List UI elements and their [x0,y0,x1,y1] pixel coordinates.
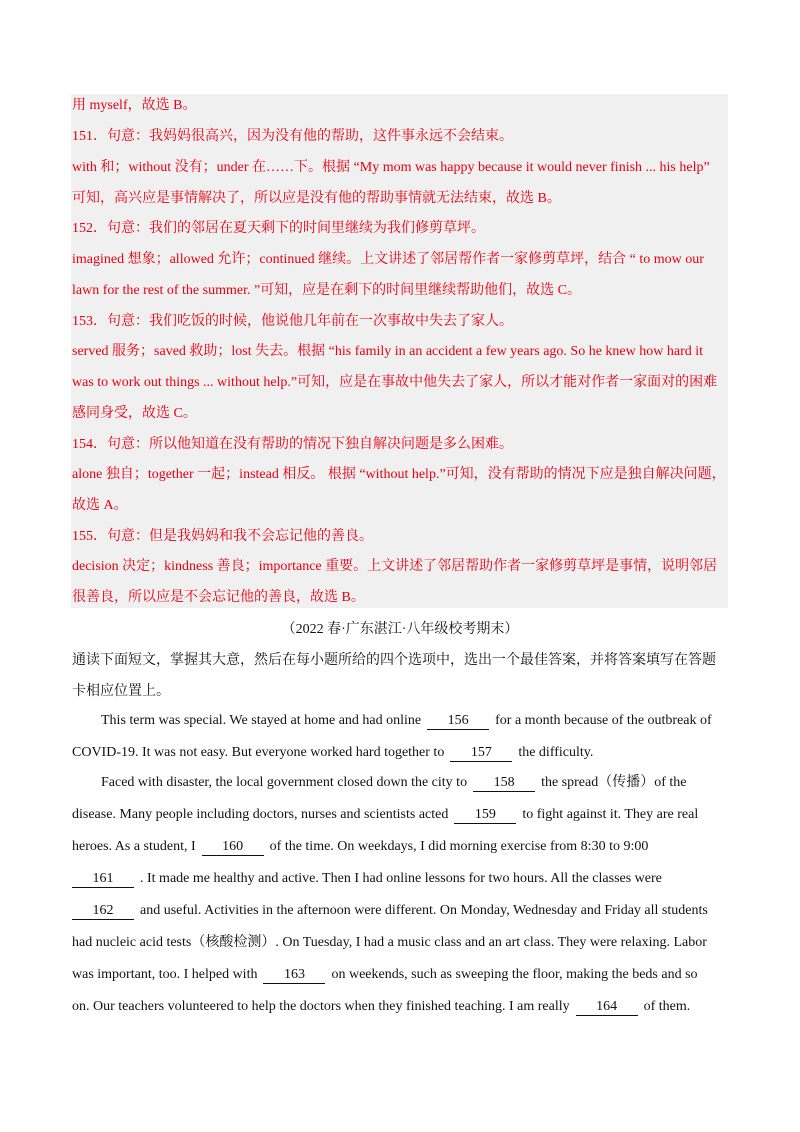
instructions-line: 通读下面短文，掌握其大意，然后在每小题所给的四个选项中，选出一个最佳答案，并将答案填写在答题 [72,653,716,668]
answer-line: 154．句意：所以他知道在没有帮助的情况下独自解决问题是多么困难。 [72,437,513,452]
blank-161: 161 [72,871,134,888]
passage-text: disease. Many people including doctors, nurses and scientists acted [72,807,449,822]
passage-line [72,837,648,857]
passage-line: had nucleic acid tests（核酸检测）. On Tuesday, I had a music class and an art class. They were relaxing. Labor [72,935,707,950]
passage-text: and useful. Activities in the afternoon were different. On Monday, Wednesday and Friday all students [140,903,708,918]
instructions-line: 卡相应位置上。 [72,684,170,699]
passage-line [72,805,698,825]
answer-line: 151．句意：我妈妈很高兴，因为没有他的帮助，这件事永远不会结束。 [72,129,513,144]
blank-162: 162 [72,903,134,920]
passage-text: was important, too. I helped with [72,967,258,982]
answer-line: 很善良，所以应是不会忘记他的善良，故选 B。 [72,590,365,605]
blank-157: 157 [450,745,512,762]
answer-line: 用 myself，故选 B。 [72,98,197,113]
answer-line: 152．句意：我们的邻居在夏天剩下的时间里继续为我们修剪草坪。 [72,221,485,236]
answer-line: imagined 想象；allowed 允许；continued 继续。上文讲述了邻居帮作者一家修剪草坪，结合 “ to mow our [72,252,704,267]
passage-line [72,997,690,1017]
answer-line: was to work out things ... without help.”可知，应是在事故中他失去了家人，所以才能对作者一家面对的困难 [72,375,718,390]
passage-line [72,869,662,889]
answer-line: decision 决定；kindness 善良；importance 重要。上文讲述了邻居帮助作者一家修剪草坪是事情，说明邻居 [72,559,718,574]
answer-line: served 服务；saved 救助；lost 失去。根据 “his family in an accident a few years ago. So he knew how hard it [72,344,704,359]
passage-text: on weekends, such as sweeping the floor, making the beds and so [331,967,698,982]
blank-159: 159 [454,807,516,824]
passage-line [101,773,687,793]
answer-line: 可知，高兴应是事情解决了，所以应是没有他的帮助事情就无法结束，故选 B。 [72,191,561,206]
passage-text: . It made me healthy and active. Then I had online lessons for two hours. All the classes were [140,871,662,886]
passage-text: Faced with disaster, the local government closed down the city to [101,775,468,790]
answer-line: lawn for the rest of the summer. ”可知，应是在剩下的时间里继续帮助他们，故选 C。 [72,283,582,298]
answer-line: 153．句意：我们吃饭的时候，他说他几年前在一次事故中失去了家人。 [72,314,513,329]
passage-line [72,965,698,985]
passage-text: of them. [643,999,691,1014]
blank-156: 156 [427,713,489,730]
passage-text: heroes. As a student, I [72,839,196,854]
passage-text: of the time. On weekdays, I did morning exercise from 8:30 to 9:00 [269,839,649,854]
passage-line [72,743,593,763]
passage-line [72,901,708,921]
blank-163: 163 [263,967,325,984]
passage-line [101,711,712,731]
passage-text: COVID-19. It was not easy. But everyone worked hard together to [72,745,445,760]
passage-text: This term was special. We stayed at home and had online [101,713,422,728]
answer-line: with 和；without 没有；under 在……下。根据 “My mom was happy because it would never finish ... his help” [72,160,710,175]
blank-164: 164 [576,999,638,1016]
passage-text: the spread（传播）of the [541,775,687,790]
passage-text: to fight against it. They are real [522,807,699,822]
passage-text: for a month because of the outbreak of [495,713,712,728]
source-heading: （2022 春·广东湛江·八年级校考期末） [281,622,519,637]
passage-text: on. Our teachers volunteered to help the doctors when they finished teaching. I am really [72,999,570,1014]
answer-line: 155．句意：但是我妈妈和我不会忘记他的善良。 [72,529,373,544]
passage-text: the difficulty. [518,745,594,760]
answer-line: alone 独自；together 一起；instead 相反。 根据 “without help.”可知，没有帮助的情况下应是独自解决问题， [72,467,726,482]
blank-160: 160 [202,839,264,856]
blank-158: 158 [473,775,535,792]
answer-line: 故选 A。 [72,498,128,513]
answer-line: 感同身受，故选 C。 [72,406,197,421]
